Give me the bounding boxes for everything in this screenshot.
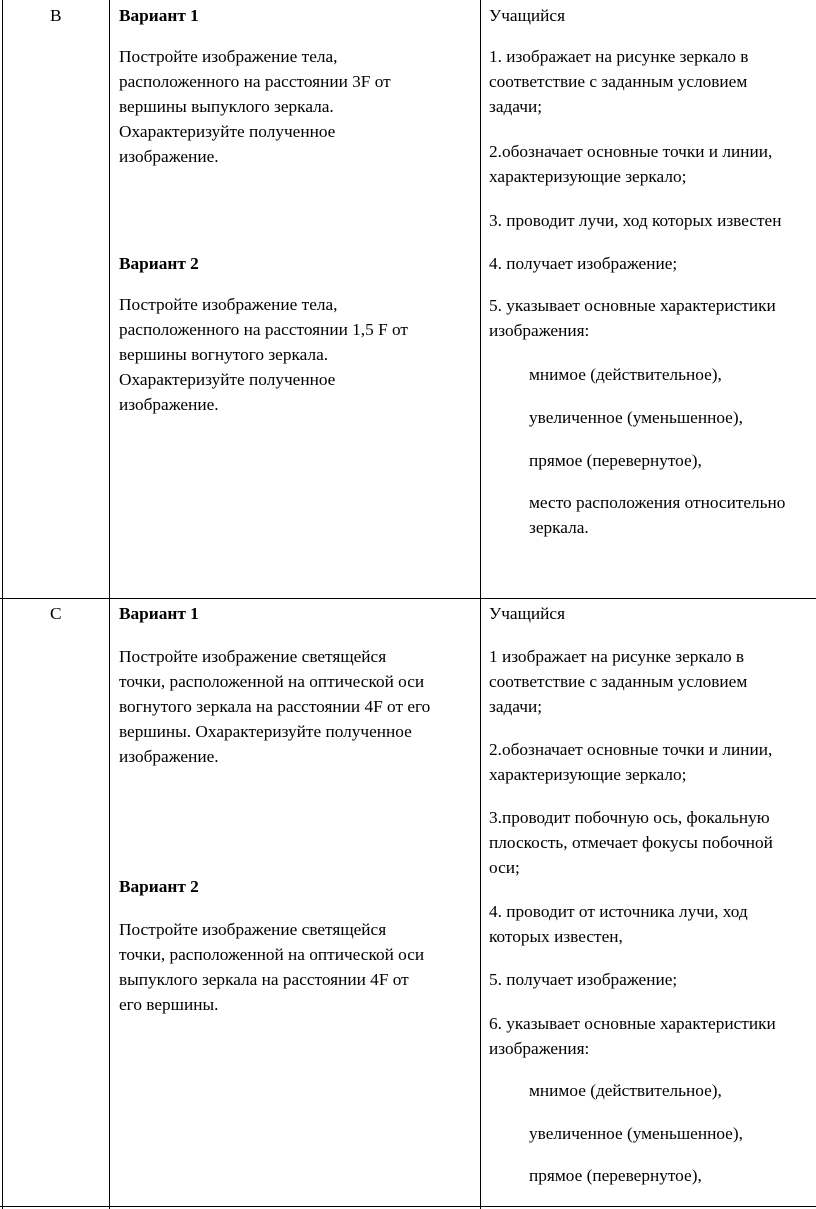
criteria-step: 4. получает изображение;	[489, 254, 678, 273]
criteria-step: 2.обозначает основные точки и линии, характеризующие зеркало;	[489, 740, 773, 784]
criteria-step: 1 изображает на рисунке зеркало в соответствие с заданным условием задачи;	[489, 647, 748, 716]
row-level-label: C	[50, 604, 62, 623]
criteria-step: 5. получает изображение;	[489, 970, 678, 989]
variant-1-task: Постройте изображение тела, расположенного на расстоянии 3F от вершины выпуклого зеркала. Охарактеризуйте полученное изображение.	[119, 47, 391, 166]
table-row-divider-bottom	[0, 1206, 816, 1207]
criteria-step: 3.проводит побочную ось, фокальную плоскость, отмечает фокусы побочной оси;	[489, 808, 773, 877]
characteristic-item: прямое (перевернутое),	[529, 451, 702, 470]
criteria-step: 4. проводит от источника лучи, ход которых известен,	[489, 902, 748, 946]
table-border-left	[2, 0, 3, 1209]
criteria-step: 3. проводит лучи, ход которых известен	[489, 211, 782, 230]
table-column-divider-1	[109, 0, 110, 1209]
characteristic-item: увеличенное (уменьшенное),	[529, 408, 743, 427]
variant-1-heading: Вариант 1	[119, 604, 199, 623]
variant-2-task: Постройте изображение светящейся точки, расположенной на оптической оси выпуклого зеркала на расстоянии 4F от его вершины.	[119, 920, 425, 1014]
characteristic-item: прямое (перевернутое),	[529, 1166, 702, 1185]
characteristic-item: место расположения относительно зеркала.	[529, 493, 786, 537]
variant-2-heading: Вариант 2	[119, 254, 199, 273]
student-heading: Учащийся	[489, 604, 566, 623]
variant-2-task: Постройте изображение тела, расположенного на расстоянии 1,5 F от вершины вогнутого зеркала. Охарактеризуйте полученное изображение.	[119, 295, 408, 414]
characteristic-item: увеличенное (уменьшенное),	[529, 1124, 743, 1143]
criteria-step: 5. указывает основные характеристики изображения:	[489, 296, 776, 340]
criteria-step: 1. изображает на рисунке зеркало в соответствие с заданным условием задачи;	[489, 47, 749, 116]
student-heading: Учащийся	[489, 6, 566, 25]
variant-2-heading: Вариант 2	[119, 877, 199, 896]
characteristic-item: мнимое (действительное),	[529, 365, 722, 384]
criteria-step: 6. указывает основные характеристики изображения:	[489, 1014, 776, 1058]
table-row-divider	[0, 598, 816, 599]
criteria-step: 2.обозначает основные точки и линии, характеризующие зеркало;	[489, 142, 773, 186]
table-column-divider-2	[480, 0, 481, 1209]
characteristic-item: мнимое (действительное),	[529, 1081, 722, 1100]
row-level-label: B	[50, 6, 62, 25]
variant-1-heading: Вариант 1	[119, 6, 199, 25]
variant-1-task: Постройте изображение светящейся точки, расположенной на оптической оси вогнутого зеркала на расстоянии 4F от его вершины. Охарактеризуйте полученное изображение.	[119, 647, 431, 766]
